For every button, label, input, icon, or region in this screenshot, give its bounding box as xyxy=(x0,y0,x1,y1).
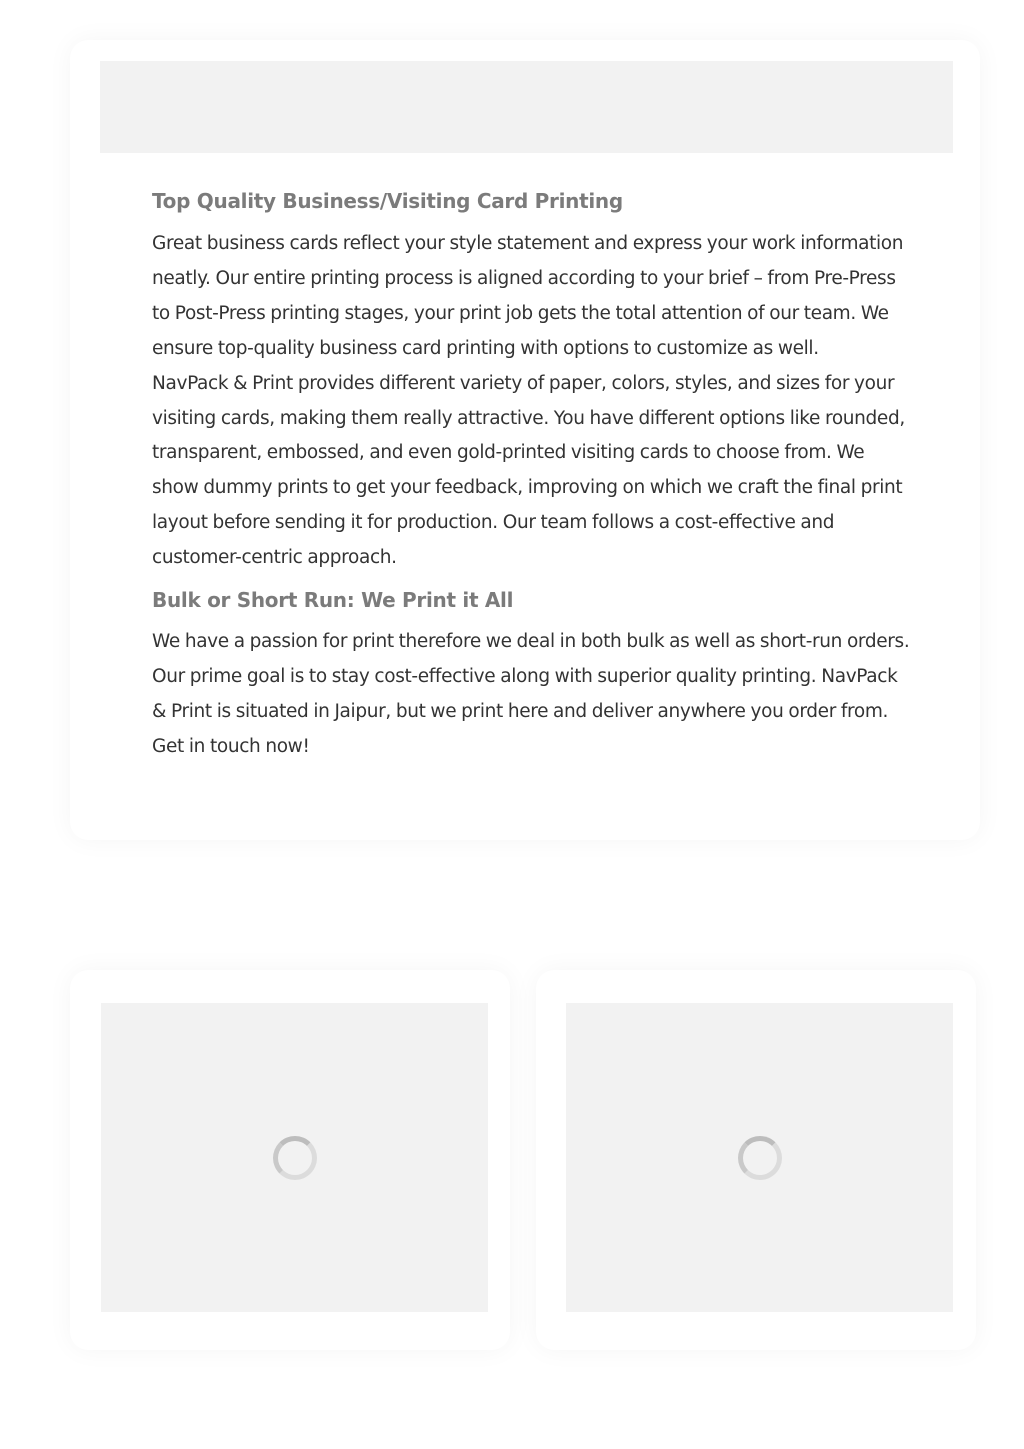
loading-spinner-icon xyxy=(738,1136,782,1180)
article-paragraph: We have a passion for print therefore we deal in both bulk as well as short-run orders. Our prime goal is to stay cost-effective along with superior quality printing. NavPack & Print is situated in Jaipur, but we print here and deliver anywhere you order from. Get in touch now! xyxy=(152,631,910,757)
article-content xyxy=(152,184,912,765)
section-heading-bulk-short-run: Bulk or Short Run: We Print it All xyxy=(152,588,514,613)
banner-image-placeholder xyxy=(100,61,953,153)
image-placeholder-left xyxy=(101,1003,488,1312)
article-paragraph: Great business cards reflect your style statement and express your work information neatly. Our entire printing process is aligned according to your brief – from Pre-Press to Post-Press printing stages, your print job gets the total attention of our team. We ensure top-quality business card printing with options to customize as well. xyxy=(152,233,904,359)
loading-spinner-icon xyxy=(273,1136,317,1180)
section-heading-card-printing: Top Quality Business/Visiting Card Printing xyxy=(152,189,623,213)
image-placeholder-right xyxy=(566,1003,953,1312)
article-paragraph: NavPack & Print provides different variety of paper, colors, styles, and sizes for your visiting cards, making them really attractive. You have different options like rounded, transparent, embossed, and even gold-printed visiting cards to choose from. We show dummy prints to get your feedback, improving on which we craft the final print layout before sending it for production. Our team follows a cost-effective and customer-centric approach. xyxy=(152,372,905,569)
